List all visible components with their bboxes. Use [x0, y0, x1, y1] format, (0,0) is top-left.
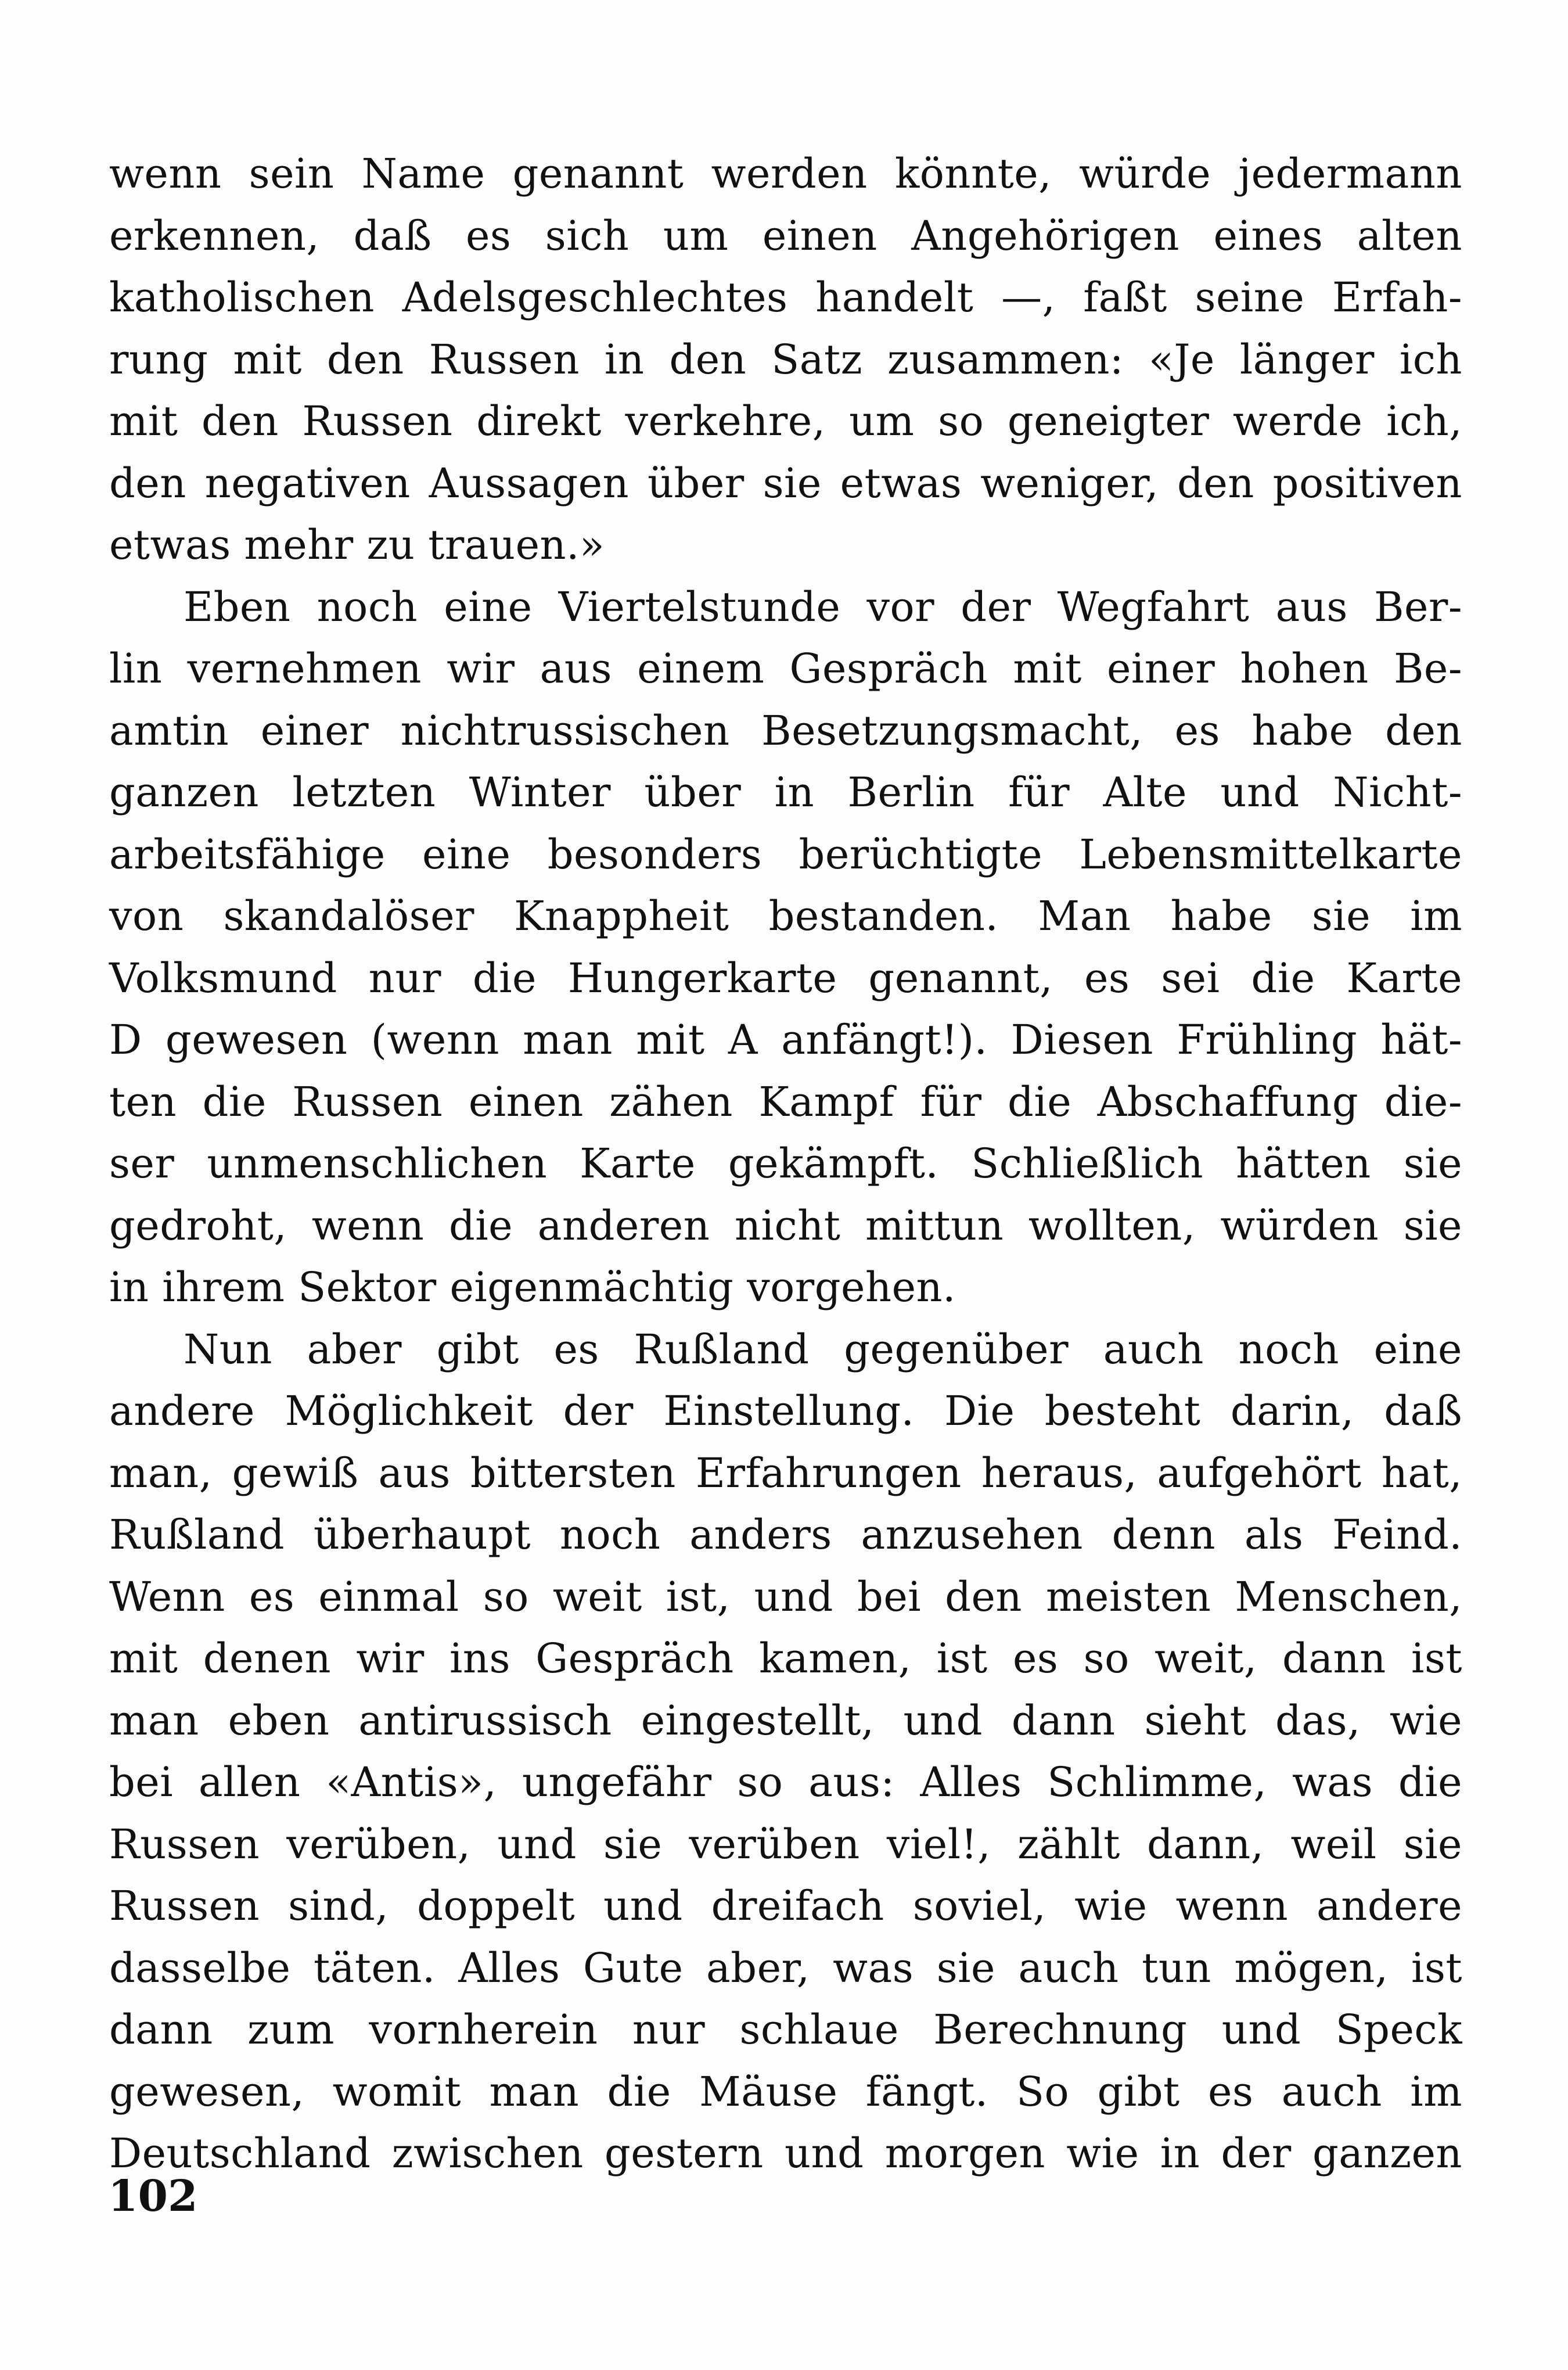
- page-number: 102: [108, 2171, 198, 2221]
- text-line: ser unmenschlichen Karte gekämpft. Schließlich hätten sie: [109, 1140, 1462, 1187]
- text-line: rung mit den Russen in den Satz zusammen: «Je länger ich: [109, 335, 1462, 383]
- text-line: andere Möglichkeit der Einstellung. Die besteht darin, daß: [109, 1387, 1462, 1435]
- text-line: arbeitsfähige eine besonders berüchtigte Lebensmittelkarte: [109, 830, 1462, 878]
- text-line: ten die Russen einen zähen Kampf für die Abschaffung die-: [109, 1078, 1462, 1126]
- text-line: Deutschland zwischen gestern und morgen wie in der ganzen: [109, 2130, 1462, 2177]
- text-line: etwas mehr zu trauen.»: [109, 521, 605, 569]
- text-line: Russen verüben, und sie verüben viel!, zählt dann, weil sie: [109, 1820, 1462, 1868]
- text-line: den negativen Aussagen über sie etwas weniger, den positiven: [109, 459, 1462, 507]
- text-line: bei allen «Antis», ungefähr so aus: Alles Schlimme, was die: [109, 1758, 1462, 1806]
- text-line: Nun aber gibt es Rußland gegenüber auch noch eine: [184, 1325, 1462, 1373]
- text-line: von skandalöser Knappheit bestanden. Man habe sie im: [109, 892, 1462, 940]
- text-line: Rußland überhaupt noch anders anzusehen denn als Feind.: [109, 1511, 1462, 1559]
- text-line: Eben noch eine Viertelstunde vor der Wegfahrt aus Ber-: [184, 583, 1462, 631]
- body-text: [109, 143, 1462, 2185]
- text-line: in ihrem Sektor eigenmächtig vorgehen.: [109, 1263, 956, 1311]
- text-line: Volksmund nur die Hungerkarte genannt, es sei die Karte: [109, 954, 1462, 1002]
- text-line: D gewesen (wenn man mit A anfängt!). Diesen Frühling hät-: [109, 1016, 1462, 1064]
- text-line: Wenn es einmal so weit ist, und bei den meisten Menschen,: [109, 1572, 1462, 1621]
- text-line: dann zum vornherein nur schlaue Berechnung und Speck: [109, 2006, 1462, 2053]
- text-line: lin vernehmen wir aus einem Gespräch mit einer hohen Be-: [109, 645, 1462, 692]
- text-line: mit denen wir ins Gespräch kamen, ist es so weit, dann ist: [109, 1635, 1462, 1682]
- text-line: dasselbe täten. Alles Gute aber, was sie auch tun mögen, ist: [109, 1944, 1462, 1992]
- text-line: katholischen Adelsgeschlechtes handelt —, faßt seine Erfah-: [109, 274, 1462, 321]
- text-line: erkennen, daß es sich um einen Angehörigen eines alten: [109, 211, 1462, 260]
- text-line: man eben antirussisch eingestellt, und dann sieht das, wie: [109, 1696, 1462, 1744]
- text-line: man, gewiß aus bittersten Erfahrungen heraus, aufgehört hat,: [109, 1449, 1462, 1497]
- text-line: wenn sein Name genannt werden könnte, würde jedermann: [109, 150, 1462, 198]
- text-line: mit den Russen direkt verkehre, um so geneigter werde ich,: [109, 397, 1462, 445]
- text-line: gedroht, wenn die anderen nicht mittun wollten, würden sie: [109, 1201, 1462, 1249]
- text-line: gewesen, womit man die Mäuse fängt. So gibt es auch im: [109, 2067, 1462, 2116]
- text-line: amtin einer nichtrussischen Besetzungsmacht, es habe den: [109, 706, 1462, 755]
- text-line: ganzen letzten Winter über in Berlin für Alte und Nicht-: [109, 769, 1462, 816]
- text-line: Russen sind, doppelt und dreifach soviel, wie wenn andere: [109, 1882, 1462, 1930]
